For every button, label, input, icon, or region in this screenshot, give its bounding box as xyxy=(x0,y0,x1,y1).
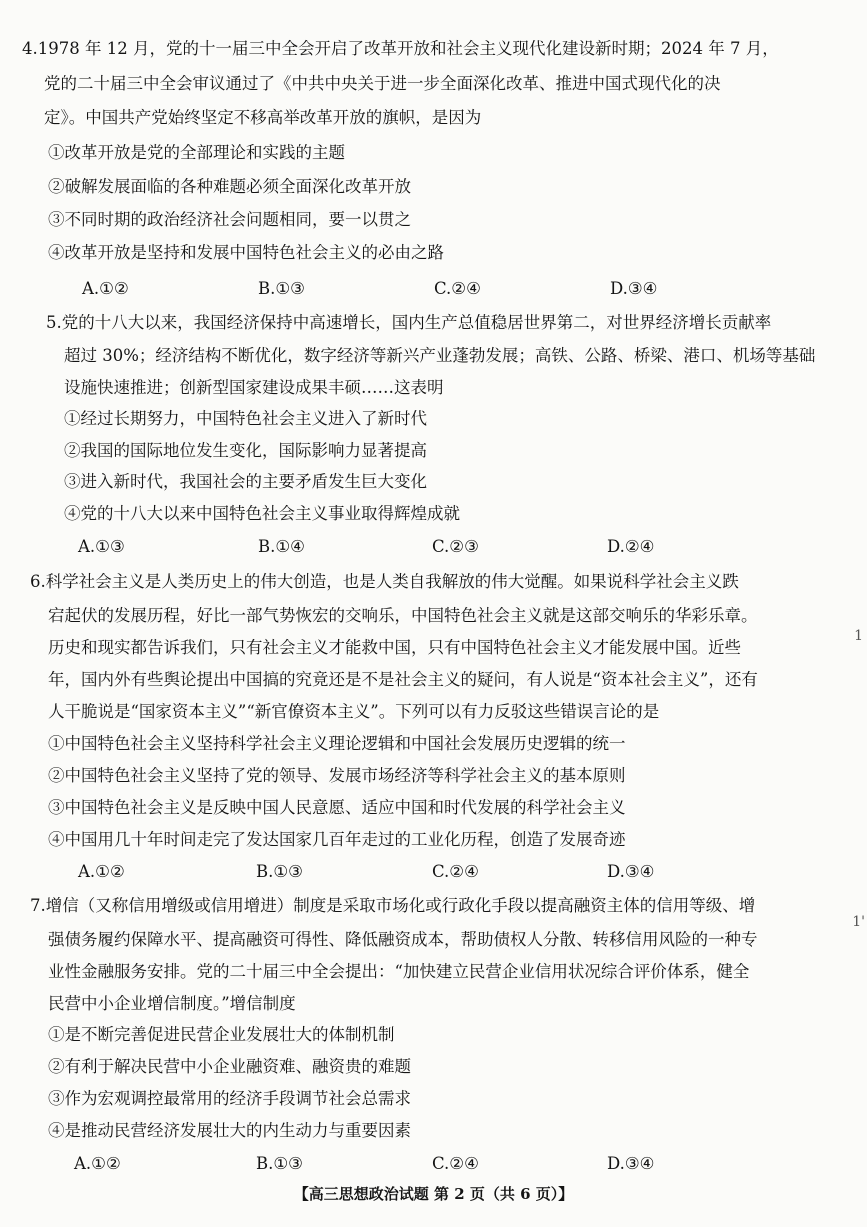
question-stem-line: 超过 30%；经济结构不断优化，数字经济等新兴产业蓬勃发展；高铁、公路、桥梁、港口、机场等基础 xyxy=(64,346,816,365)
option-statement: ④改革开放是坚持和发展中国特色社会主义的必由之路 xyxy=(48,243,444,262)
answer-choice-a: A.①② xyxy=(82,279,129,298)
answer-choice-d: D.②④ xyxy=(607,537,655,556)
option-statement: ②中国特色社会主义坚持了党的领导、发展市场经济等科学社会主义的基本原则 xyxy=(48,766,626,785)
option-statement: ③进入新时代，我国社会的主要矛盾发生巨大变化 xyxy=(64,472,427,491)
option-statement: ③作为宏观调控最常用的经济手段调节社会总需求 xyxy=(48,1089,411,1108)
question-stem-line: 6.科学社会主义是人类历史上的伟大创造，也是人类自我解放的伟大觉醒。如果说科学社会主义跌 xyxy=(30,572,739,591)
answer-choice-b: B.①④ xyxy=(258,537,305,556)
option-statement: ②有利于解决民营中小企业融资难、融资贵的难题 xyxy=(48,1057,411,1076)
answer-choice-a: A.①② xyxy=(78,862,125,881)
answer-choice-b: B.①③ xyxy=(256,862,303,881)
margin-mark: 1' xyxy=(852,914,865,930)
question-stem-line: 宕起伏的发展历程，好比一部气势恢宏的交响乐，中国特色社会主义就是这部交响乐的华彩乐章。 xyxy=(48,606,758,625)
option-statement: ①改革开放是党的全部理论和实践的主题 xyxy=(48,143,345,162)
question-stem-line: 年，国内外有些舆论提出中国搞的究竟还是不是社会主义的疑问，有人说是“资本社会主义”，还有 xyxy=(48,670,758,689)
answer-choice-d: D.③④ xyxy=(610,279,658,298)
margin-mark: 1 xyxy=(854,628,863,644)
question-stem-line: 强债务履约保障水平、提高融资可得性、降低融资成本，帮助债权人分散、转移信用风险的一种专 xyxy=(48,930,758,949)
answer-choice-b: B.①③ xyxy=(256,1154,303,1173)
answer-choice-d: D.③④ xyxy=(607,1154,655,1173)
question-stem-line: 党的二十届三中全会审议通过了《中共中央关于进一步全面深化改革、推进中国式现代化的决 xyxy=(44,74,721,93)
answer-choice-b: B.①③ xyxy=(258,279,305,298)
answer-choice-c: C.②③ xyxy=(432,537,479,556)
option-statement: ④中国用几十年时间走完了发达国家几百年走过的工业化历程，创造了发展奇迹 xyxy=(48,830,626,849)
option-statement: ③中国特色社会主义是反映中国人民意愿、适应中国和时代发展的科学社会主义 xyxy=(48,798,626,817)
option-statement: ②我国的国际地位发生变化，国际影响力显著提高 xyxy=(64,441,427,460)
option-statement: ①中国特色社会主义坚持科学社会主义理论逻辑和中国社会发展历史逻辑的统一 xyxy=(48,734,626,753)
option-statement: ④党的十八大以来中国特色社会主义事业取得辉煌成就 xyxy=(64,504,460,523)
question-stem-line: 人干脆说是“国家资本主义”“新官僚资本主义”。下列可以有力反驳这些错误言论的是 xyxy=(48,702,660,721)
question-stem-line: 历史和现实都告诉我们，只有社会主义才能救中国，只有中国特色社会主义才能发展中国。近些 xyxy=(48,638,741,657)
answer-choice-d: D.③④ xyxy=(607,862,655,881)
question-stem-line: 设施快速推进；创新型国家建设成果丰硕……这表明 xyxy=(64,378,444,397)
option-statement: ②破解发展面临的各种难题必须全面深化改革开放 xyxy=(48,177,411,196)
answer-choice-a: A.①③ xyxy=(78,537,125,556)
answer-choice-c: C.②④ xyxy=(434,279,481,298)
question-stem-line: 4.1978 年 12 月，党的十一届三中全会开启了改革开放和社会主义现代化建设新时期；2024 年 7 月， xyxy=(22,39,779,58)
question-stem-line: 5.党的十八大以来，我国经济保持中高速增长，国内生产总值稳居世界第二，对世界经济增长贡献率 xyxy=(46,313,772,332)
page-footer: 【高三思想政治试题 第 2 页（共 6 页）】 xyxy=(293,1185,574,1203)
option-statement: ④是推动民营经济发展壮大的内生动力与重要因素 xyxy=(48,1121,411,1140)
answer-choice-a: A.①② xyxy=(74,1154,121,1173)
answer-choice-c: C.②④ xyxy=(432,862,479,881)
answer-choice-c: C.②④ xyxy=(432,1154,479,1173)
question-stem-line: 民营中小企业增信制度。”增信制度 xyxy=(48,994,296,1013)
option-statement: ①是不断完善促进民营企业发展壮大的体制机制 xyxy=(48,1025,395,1044)
question-stem-line: 业性金融服务安排。党的二十届三中全会提出：“加快建立民营企业信用状况综合评价体系，健全 xyxy=(48,962,750,981)
option-statement: ①经过长期努力，中国特色社会主义进入了新时代 xyxy=(64,409,427,428)
question-stem-line: 7.增信（又称信用增级或信用增进）制度是采取市场化或行政化手段以提高融资主体的信用等级、增 xyxy=(30,896,756,915)
option-statement: ③不同时期的政治经济社会问题相同，要一以贯之 xyxy=(48,210,411,229)
question-stem-line: 定》。中国共产党始终坚定不移高举改革开放的旗帜，是因为 xyxy=(44,108,482,127)
